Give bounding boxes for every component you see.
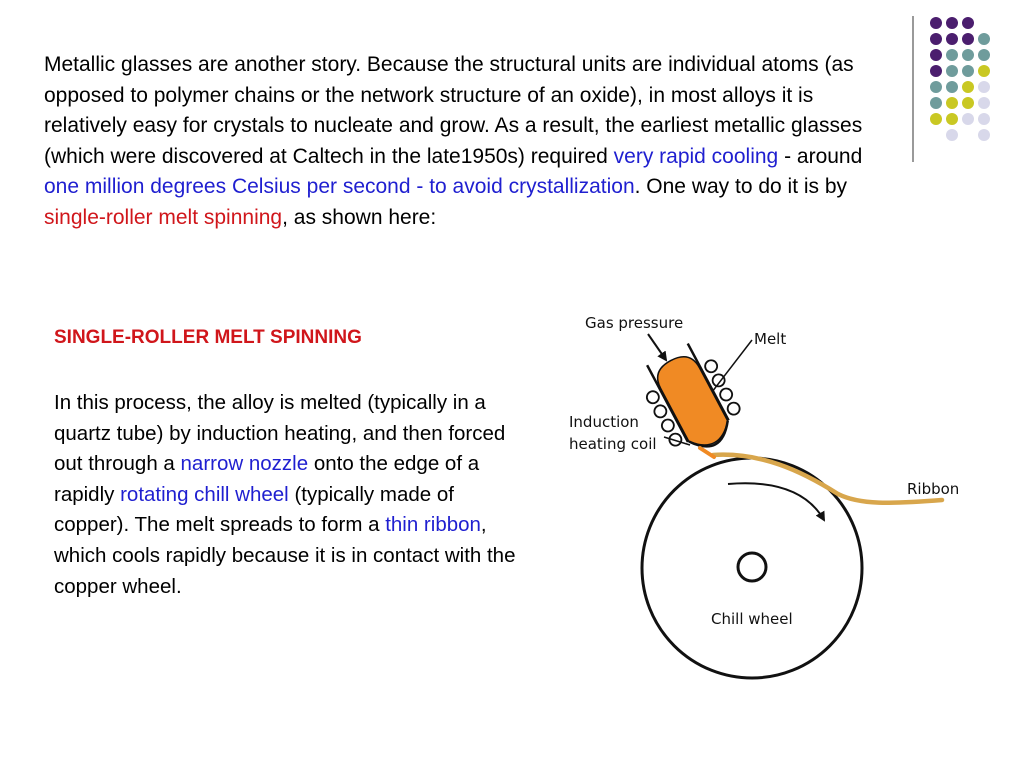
coil-turn <box>660 417 676 433</box>
melt-stream <box>700 448 714 457</box>
coil-turn <box>652 403 668 419</box>
coil-turn <box>667 431 683 447</box>
section-text-2: onto the edge of a rapidly <box>54 452 480 506</box>
coil-turn <box>645 389 661 405</box>
intro-text-3: . One way to do it is by <box>634 175 848 198</box>
coil-turn <box>726 401 742 417</box>
coil-turn <box>703 358 719 374</box>
section-text-1: In this process, the alloy is melted (typically in a quartz tube) by induction heating, and then forced out through a <box>54 391 506 476</box>
label-ribbon: Ribbon <box>907 480 960 498</box>
section-heading: SINGLE-ROLLER MELT SPINNING <box>54 327 362 348</box>
highlight-cooling-rate: one million degrees Celsius per second - to avoid crystallization <box>44 175 635 198</box>
highlight-melt-spinning: single-roller melt spinning <box>44 205 283 229</box>
highlight-rapid-cooling: very rapid cooling <box>613 144 779 168</box>
wheel-hub <box>738 553 766 581</box>
intro-text-4: , as shown here: <box>282 205 437 229</box>
coil-turn <box>711 372 727 388</box>
coil-turn <box>718 386 734 402</box>
label-coil-line1: Induction <box>569 413 639 431</box>
section-text-3: (typically made of copper). The melt spreads to form a <box>54 482 454 537</box>
label-chill-wheel: Chill wheel <box>711 610 793 628</box>
highlight-narrow-nozzle: narrow nozzle <box>180 452 309 476</box>
intro-text-1: Metallic glasses are another story. Because the structural units are individual atoms (as opposed to polymer chains or the network structure of an oxide), in most alloys it is relatively easy for crystals to nucleate and grow. As a result, the earliest metallic glasses (which were discovered at Caltech in the late1950s) required <box>44 53 863 168</box>
label-melt: Melt <box>754 330 787 348</box>
highlight-chill-wheel: rotating chill wheel <box>120 482 289 506</box>
intro-text-2: - around <box>778 144 863 168</box>
label-coil-line2: heating coil <box>569 435 657 453</box>
highlight-thin-ribbon: thin ribbon <box>385 513 481 537</box>
gas-pressure-arrow <box>648 334 666 360</box>
section-text-4: , which cools rapidly because it is in contact with the copper wheel. <box>54 513 516 598</box>
label-gas-pressure: Gas pressure <box>585 314 684 332</box>
